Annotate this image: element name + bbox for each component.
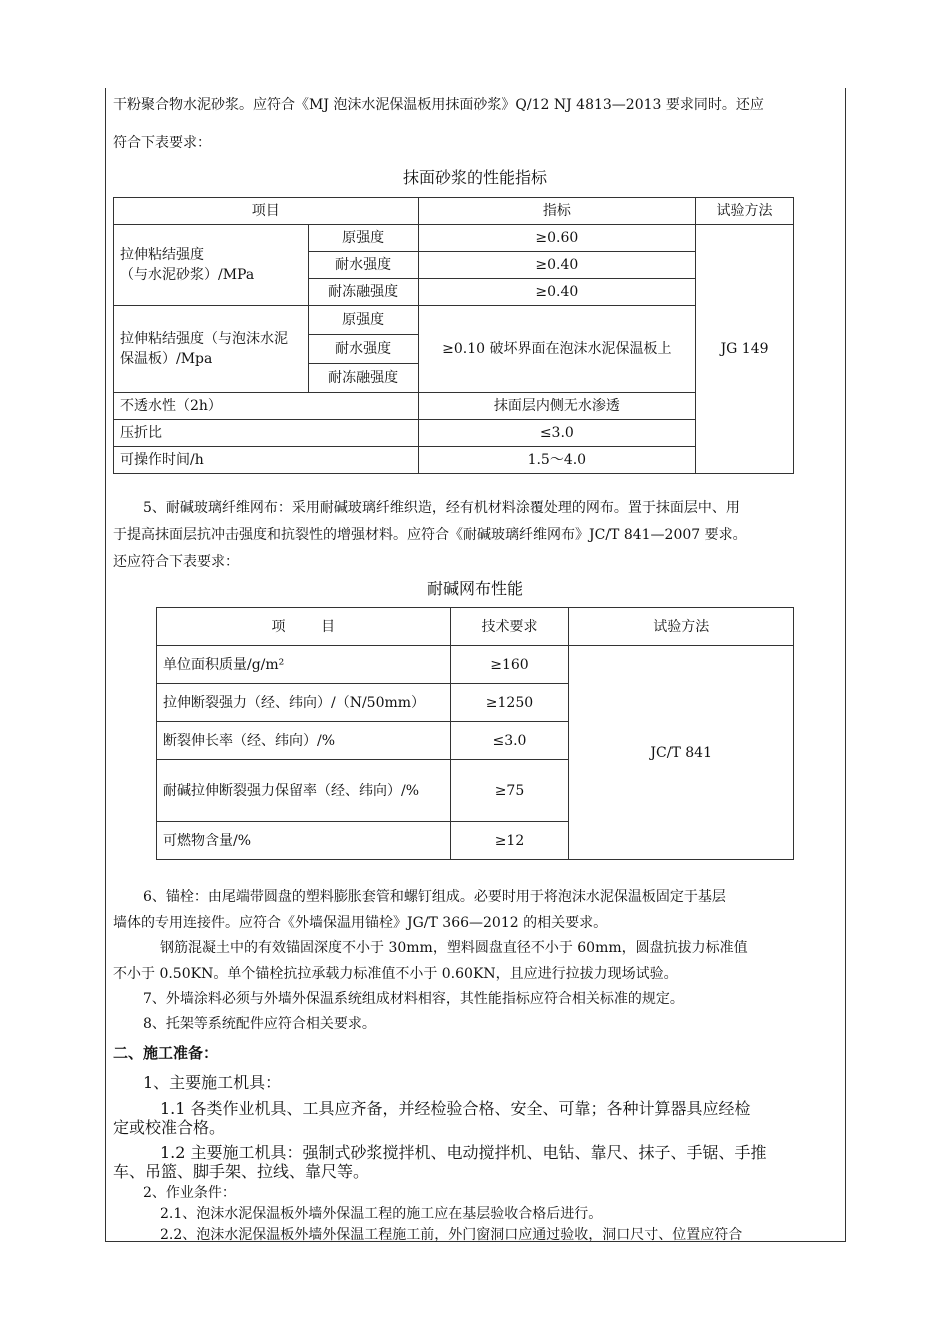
para5-line-3: 还应符合下表要求：	[113, 554, 239, 570]
t1-row-value: ≤3.0	[418, 420, 696, 447]
para5-line-1: 5、耐碱玻璃纤维网布：采用耐碱玻璃纤维织造，经有机材料涂覆处理的网布。置于抹面层中、用	[143, 500, 740, 516]
t2-row-item: 拉伸断裂强力（经、纬向）/（N/50mm）	[157, 684, 451, 722]
t1-row-item: 可操作时间/h	[114, 447, 419, 474]
t2-row-value: ≥12	[450, 822, 569, 860]
t1-g1-sub: 耐冻融强度	[308, 279, 418, 306]
para6-line-1: 6、锚栓：由尾端带圆盘的塑料膨胀套管和螺钉组成。必要时用于将泡沫水泥保温板固定于基层	[143, 889, 726, 905]
p12-line-1: 1.2 主要施工机具：强制式砂浆搅拌机、电动搅拌机、电钻、靠尺、抹子、手锯、手推	[160, 1143, 767, 1162]
t1-g2-sub: 原强度	[308, 306, 418, 335]
t1-g2-sub: 耐水强度	[308, 335, 418, 364]
t1-group2-label: 拉伸粘结强度（与泡沫水泥保温板）/Mpa	[114, 306, 309, 393]
p11-line-1: 1.1 各类作业机具、工具应齐备，并经检验合格、安全、可靠；各种计算器具应经检	[160, 1099, 751, 1118]
para6-line-4: 不小于 0.50KN。单个锚栓抗拉承载力标准值不小于 0.60KN，且应进行拉拔力现场试验。	[113, 966, 678, 982]
para5-line-2: 于提高抹面层抗冲击强度和抗裂性的增强材料。应符合《耐碱玻璃纤维网布》JC/T 841—2007 要求。	[113, 527, 747, 543]
section2-sub1: 1、主要施工机具：	[143, 1073, 282, 1092]
t1-row-item: 不透水性（2h）	[114, 393, 419, 420]
para6-line-3: 钢筋混凝土中的有效锚固深度不小于 30mm，塑料圆盘直径不小于 60mm，圆盘抗拔力标准值	[160, 940, 748, 956]
intro-line-2: 符合下表要求：	[113, 135, 211, 151]
t1-g1-sub: 耐水强度	[308, 252, 418, 279]
section2-heading: 二、施工准备：	[113, 1044, 219, 1062]
t1-group1-label: 拉伸粘结强度 （与水泥砂浆）/MPa	[114, 225, 309, 306]
t2-row-value: ≥75	[450, 760, 569, 822]
mesh-performance-table	[156, 607, 794, 860]
t1-g1-sub: 原强度	[308, 225, 418, 252]
p21: 2.1、泡沫水泥保温板外墙外保温工程的施工应在基层验收合格后进行。	[160, 1206, 603, 1222]
para7: 7、外墙涂料必须与外墙外保温系统组成材料相容，其性能指标应符合相关标准的规定。	[143, 991, 684, 1007]
p22: 2.2、泡沫水泥保温板外墙外保温工程施工前，外门窗洞口应通过验收，洞口尺寸、位置应符合	[160, 1227, 743, 1243]
table2-title: 耐碱网布性能	[426, 579, 523, 598]
para6-line-2: 墙体的专用连接件。应符合《外墙保温用锚栓》JG/T 366—2012 的相关要求。	[113, 915, 608, 931]
p12-line-2: 车、吊篮、脚手架、拉线、靠尺等。	[113, 1162, 370, 1181]
t1-method: JG 149	[696, 225, 794, 474]
t1-g1-value: ≥0.60	[418, 225, 696, 252]
section2-sub2: 2、作业条件：	[143, 1185, 236, 1201]
t2-row-item: 可燃物含量/%	[157, 822, 451, 860]
t1-g2-value: ≥0.10 破坏界面在泡沫水泥保温板上	[418, 306, 696, 393]
t2-method: JC/T 841	[569, 646, 794, 860]
t1-header-item: 项目	[114, 198, 419, 225]
t2-header-requirement: 技术要求	[450, 608, 569, 646]
t2-row-item: 单位面积质量/g/m²	[157, 646, 451, 684]
t1-g1-value: ≥0.40	[418, 279, 696, 306]
t2-row-item: 断裂伸长率（经、纬向）/%	[157, 722, 451, 760]
t1-header-index: 指标	[418, 198, 696, 225]
intro-line-1: 干粉聚合物水泥砂浆。应符合《MJ 泡沫水泥保温板用抹面砂浆》Q/12 NJ 4813—2013 要求同时。还应	[113, 97, 764, 113]
t1-g1-value: ≥0.40	[418, 252, 696, 279]
para8: 8、托架等系统配件应符合相关要求。	[143, 1016, 376, 1032]
t2-row-item: 耐碱拉伸断裂强力保留率（经、纬向）/%	[157, 760, 451, 822]
t2-row-value: ≤3.0	[450, 722, 569, 760]
t1-header-method: 试验方法	[696, 198, 794, 225]
t2-header-method: 试验方法	[569, 608, 794, 646]
t2-row-value: ≥160	[450, 646, 569, 684]
p11-line-2: 定或校准合格。	[113, 1118, 226, 1137]
t2-header-item: 项 目	[157, 608, 451, 646]
t1-row-value: 1.5～4.0	[418, 447, 696, 474]
t1-row-value: 抹面层内侧无水渗透	[418, 393, 696, 420]
table1-title: 抹面砂浆的性能指标	[402, 168, 547, 187]
t2-row-value: ≥1250	[450, 684, 569, 722]
t1-g2-sub: 耐冻融强度	[308, 364, 418, 393]
t1-row-item: 压折比	[114, 420, 419, 447]
mortar-performance-table	[113, 197, 794, 474]
